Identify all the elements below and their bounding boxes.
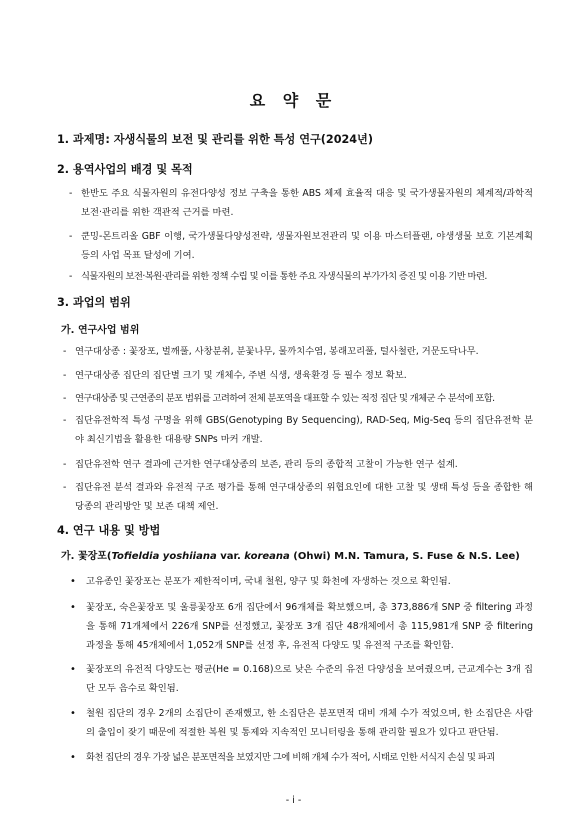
subsection-title-4a: 가. 꽃장포(Tofieldia yoshiiana var. koreana (Ohwi) M.N. Tamura, S. Fuse & N.S. Lee) — [61, 551, 520, 562]
section-title-4: 4. 연구 내용 및 방법 — [57, 524, 161, 537]
list-item — [63, 411, 533, 449]
list-item-text: 식물자원의 보전·복원·관리를 위한 정책 수립 및 이를 통한 주요 자생식물의 부가가치 증진 및 이용 기반 마련. — [81, 271, 487, 282]
list-item-text: 고유종인 꽃장포는 분포가 제한적이며, 국내 철원, 양구 및 화천에 자생하는 것으로 확인됨. — [86, 576, 451, 587]
list-item — [63, 389, 533, 408]
list-item — [69, 267, 533, 286]
dash-marker: - — [69, 188, 73, 199]
list-item-text: 꽃장포, 숙은꽃장포 및 울릉꽃장포 6개 집단에서 96개체를 확보했으며, 총 373,886개 SNP 중 filtering 과정을 통해 71개체에서 226개 SNP를 선정했고, 꽃장포 3개 집단 48개체에서 총 115,981개 SNP 중 filtering 과정을 통해 45개체에서 1,052개 SNP를 선정 후, 유전적 다양도 및 유전적 구조를 확인함. — [86, 602, 533, 651]
dash-marker: - — [63, 415, 67, 426]
list-item — [70, 572, 533, 591]
dash-marker: - — [63, 370, 67, 381]
section-title-3: 3. 과업의 범위 — [57, 296, 131, 309]
page-number: - i - — [285, 795, 302, 806]
list-item-text: 집단유전학 연구 결과에 근거한 연구대상종의 보존, 관리 등의 종합적 고찰이 가능한 연구 설계. — [75, 459, 458, 470]
list-item — [70, 704, 533, 742]
bullet-marker: • — [70, 708, 76, 719]
list-item-text: 연구대상종 및 근연종의 분포 범위를 고려하여 전체 분포역을 대표할 수 있는 적정 집단 및 개체군 수 분석에 포함. — [75, 393, 495, 404]
section-title-1: 1. 과제명: 자생식물의 보전 및 관리를 위한 특성 연구(2024년) — [57, 133, 373, 146]
list-item — [70, 660, 533, 698]
subsection-title-3a: 가. 연구사업 범위 — [61, 325, 140, 336]
page-title: 요 약 문 — [249, 91, 338, 110]
list-item-text: 쿤밍-몬트리올 GBF 이행, 국가생물다양성전략, 생물자원보전관리 및 이용 마스터플랜, 야생생물 보호 기본계획 등의 사업 목표 달성에 기여. — [81, 231, 533, 261]
bullet-marker: • — [70, 752, 76, 763]
dash-marker: - — [63, 459, 67, 470]
dash-marker: - — [69, 271, 73, 282]
bullet-marker: • — [70, 602, 76, 613]
dash-marker: - — [63, 482, 67, 493]
bullet-marker: • — [70, 664, 76, 675]
list-item — [63, 342, 533, 361]
list-item — [63, 478, 533, 516]
list-item — [63, 366, 533, 385]
list-item — [69, 184, 533, 222]
dash-marker: - — [63, 393, 67, 404]
list-item-text: 집단유전학적 특성 구명을 위해 GBS(Genotyping By Sequencing), RAD-Seq, Mig-Seq 등의 집단유전학 분야 최신기법을 활용한 대용량 SNPs 마커 개발. — [75, 415, 533, 445]
list-item — [63, 455, 533, 474]
list-item — [70, 598, 533, 655]
list-item-text: 꽃장포의 유전적 다양도는 평균(He = 0.168)으로 낮은 수준의 유전 다양성을 보여줬으며, 근교계수는 3개 집단 모두 음수로 확인됨. — [86, 664, 533, 694]
dash-marker: - — [69, 231, 73, 242]
list-item — [70, 748, 533, 767]
list-item-text: 집단유전 분석 결과와 유전적 구조 평가를 통해 연구대상종의 위협요인에 대한 고찰 및 생태 특성 등을 종합한 해당종의 관리방안 및 보존 대책 제언. — [75, 482, 533, 512]
dash-marker: - — [63, 346, 67, 357]
bullet-marker: • — [70, 576, 76, 587]
list-item-text: 철원 집단의 경우 2개의 소집단이 존재했고, 한 소집단은 분포면적 대비 개체 수가 적었으며, 한 소집단은 사람의 출입이 잦기 때문에 적절한 복원 및 통제와 지속적인 모니터링을 통해 관리할 필요가 있다고 판단됨. — [86, 708, 534, 738]
list-item-text: 화천 집단의 경우 가장 넓은 분포면적을 보였지만 그에 비해 개체 수가 적어, 시태로 인한 서식지 손실 및 파괴 — [86, 752, 495, 763]
list-item-text: 연구대상종 : 꽃장포, 벌깨풀, 사창분취, 분꽃나무, 물까치수염, 봉래꼬리풀, 털사철란, 거문도닥나무. — [75, 346, 479, 357]
list-item — [69, 227, 533, 265]
list-item-text: 한반도 주요 식물자원의 유전다양성 정보 구축을 통한 ABS 체제 효율적 대응 및 국가생물자원의 체계적/과학적 보전·관리를 위한 객관적 근거를 마련. — [81, 188, 533, 218]
section-title-2: 2. 용역사업의 배경 및 목적 — [57, 163, 193, 176]
list-item-text: 연구대상종 집단의 집단별 크기 및 개체수, 주변 식생, 생육환경 등 필수 정보 확보. — [75, 370, 407, 381]
